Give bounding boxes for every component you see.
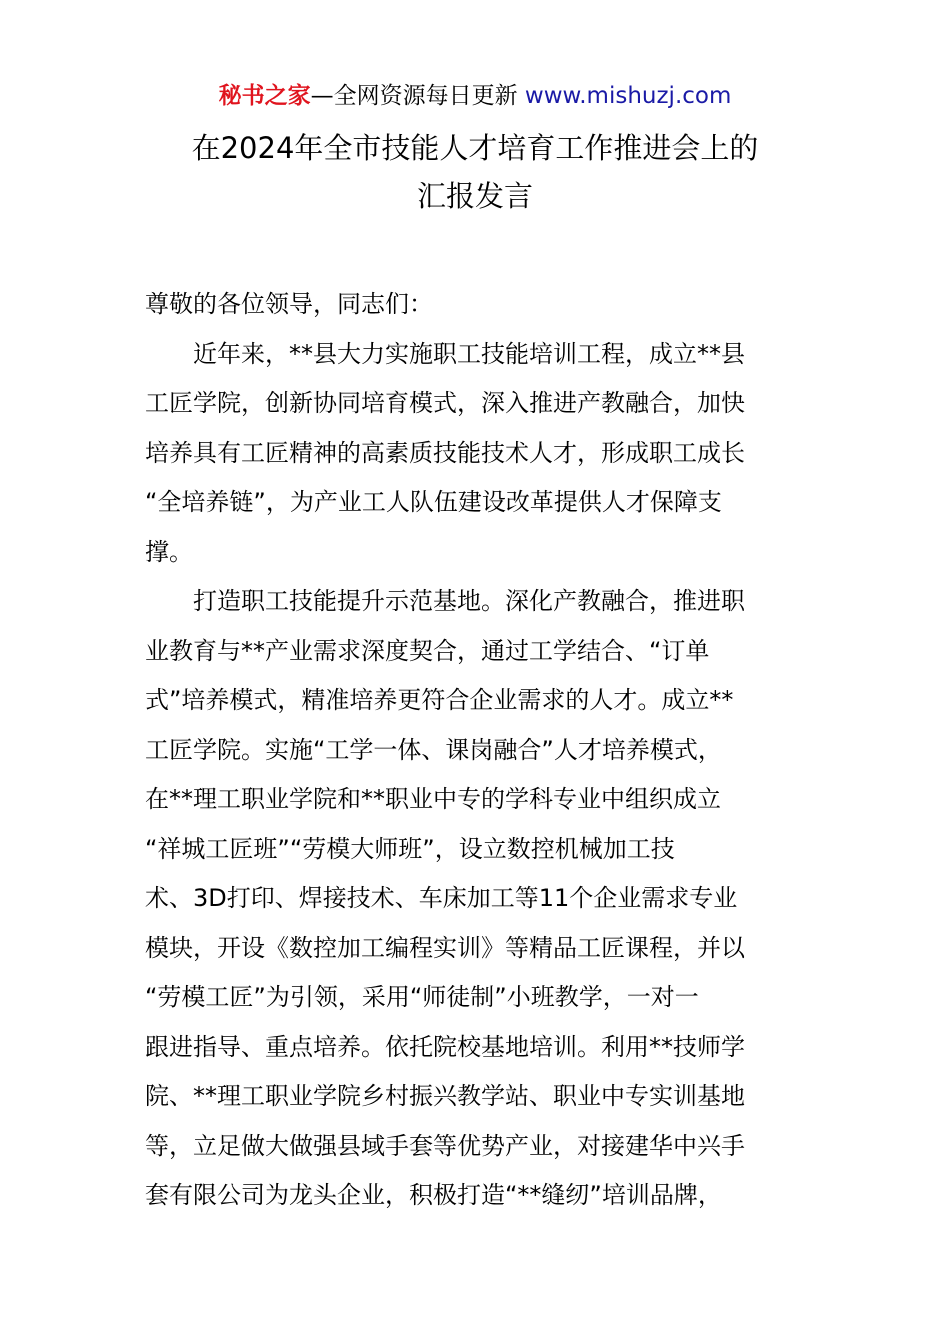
document-title-line-2: 汇报发言 [416, 179, 533, 213]
body-line: 模块，开设《数控加工编程实训》等精品工匠课程，并以 [145, 933, 745, 962]
body-line: 式”培养模式，精准培养更符合企业需求的人才。成立** [145, 686, 734, 714]
body-line: 工匠学院。实施“工学一体、课岗融合”人才培养模式， [145, 735, 722, 764]
document-body [145, 280, 810, 1221]
body-line: 工匠学院，创新协同培育模式，深入推进产教融合，加快 [145, 389, 745, 417]
body-line: 在**理工职业学院和**职业中专的学科专业中组织成立 [145, 785, 721, 813]
body-line: 业教育与**产业需求深度契合，通过工学结合、“订单 [145, 636, 710, 665]
body-line: “全培养链”，为产业工人队伍建设改革提供人才保障支 [145, 488, 722, 516]
body-line: 近年来，**县大力实施职工技能培训工程，成立**县 [145, 339, 745, 368]
site-header [0, 80, 950, 112]
body-line: 套有限公司为龙头企业，积极打造“**缝纫”培训品牌， [145, 1181, 722, 1209]
body-line: 撑。 [145, 537, 193, 566]
salutation: 尊敬的各位领导，同志们： [145, 290, 433, 318]
site-url[interactable]: www.mishuzj.com [524, 83, 732, 109]
body-line: 打造职工技能提升示范基地。深化产教融合，推进职 [145, 587, 745, 615]
body-line: 跟进指导、重点培养。依托院校基地培训。利用**技师学 [145, 1032, 745, 1061]
body-line: 等，立足做大做强县域手套等优势产业，对接建华中兴手 [145, 1131, 745, 1160]
body-line: 培养具有工匠精神的高素质技能技术人才，形成职工成长 [145, 438, 745, 467]
header-tagline: —全网资源每日更新 [310, 83, 518, 109]
body-line: 术、3D打印、焊接技术、车床加工等11个企业需求专业 [145, 884, 738, 912]
brand-name: 秘书之家 [218, 83, 311, 109]
body-line: “祥城工匠班”“劳模大师班”，设立数控机械加工技 [145, 834, 675, 863]
document-title-line-1: 在2024年全市技能人才培育工作推进会上的 [191, 131, 759, 165]
body-line: 院、**理工职业学院乡村振兴教学站、职业中专实训基地 [145, 1082, 745, 1110]
body-line: “劳模工匠”为引领，采用“师徒制”小班教学，一对一 [145, 983, 699, 1011]
